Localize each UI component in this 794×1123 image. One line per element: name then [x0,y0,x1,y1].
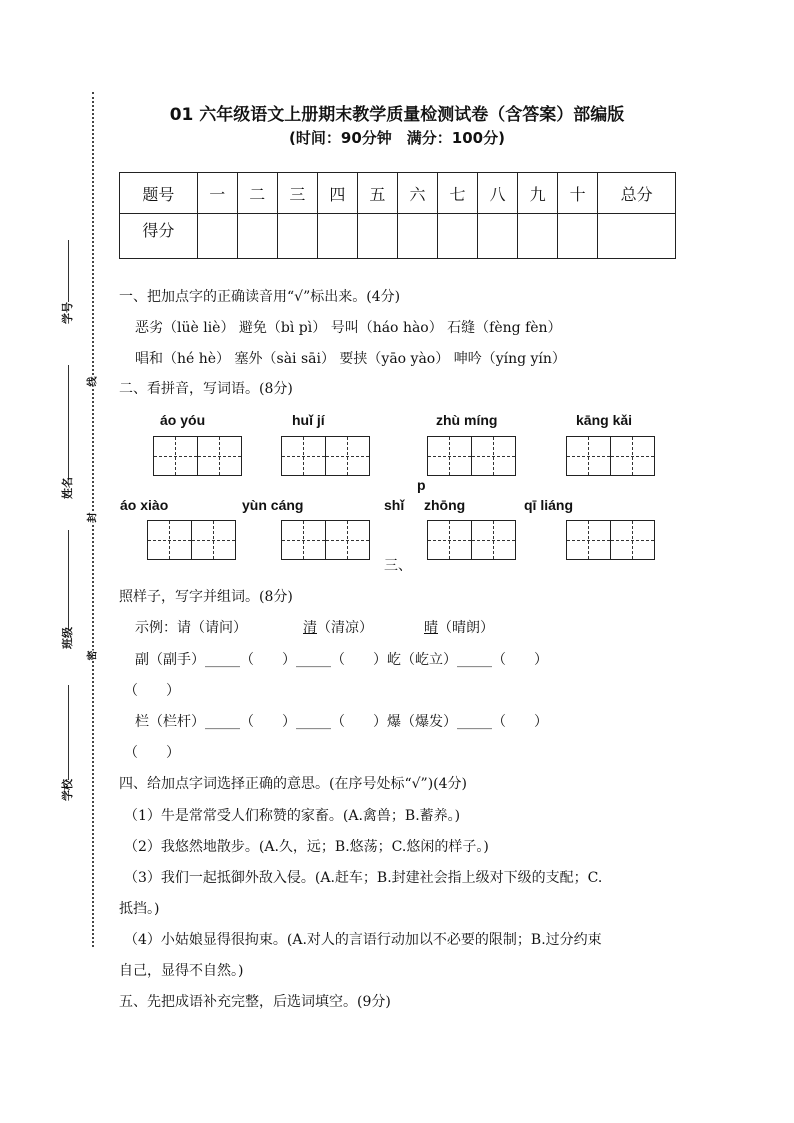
q3-prefix: 三、 [384,558,412,574]
writing-grid[interactable] [153,436,242,476]
score-header-cell: 五 [357,173,397,214]
page-subtitle: (时间：90分钟 满分：100分) [289,129,505,147]
q4-item-3-cont: 抵挡。) [119,901,160,917]
q3-example-2 [303,617,373,637]
score-input-cell[interactable] [317,214,357,259]
writing-grid[interactable] [281,436,370,476]
score-table-score-row [120,214,676,259]
student-id-label: 学号 [61,302,74,324]
score-input-cell[interactable] [438,214,478,259]
q1-line-1: 恶劣（lüè liè） 避免（bì pì） 号叫（háo hào） 石缝（fèng fèn） [135,320,562,336]
score-header-cell: 六 [397,173,437,214]
class-line [68,530,69,630]
q4-item-3: （3）我们一起抵御外敌入侵。(A.赶车；B.封建社会指上级对下级的支配；C. [124,870,603,886]
seal-mark-seal: 封 [84,513,99,523]
writing-grid[interactable] [147,520,236,560]
seal-mark-line: 线 [84,377,99,387]
score-input-cell[interactable] [357,214,397,259]
q3-line-1-cont[interactable]: （ ） [124,683,180,699]
score-header-cell: 一 [197,173,237,214]
example-2-char: 清 [303,620,317,636]
example-3-word: （晴朗） [438,620,494,636]
school-label: 学校 [61,779,74,801]
page-title: 01 六年级语文上册期末教学质量检测试卷（含答案）部编版 [169,105,625,125]
seal-mark-secret: 密 [84,651,99,661]
score-header-cell: 十 [558,173,598,214]
score-input-cell[interactable] [598,214,676,259]
writing-grid[interactable] [427,436,516,476]
writing-grid[interactable] [281,520,370,560]
name-line [68,365,69,480]
score-header-cell: 题号 [120,173,198,214]
q1-heading: 一、把加点字的正确读音用“√”标出来。(4分) [119,289,401,305]
school-line [68,685,69,780]
pinyin-label: zhōng [424,497,466,513]
writing-grid[interactable] [427,520,516,560]
score-input-cell[interactable] [397,214,437,259]
score-input-cell[interactable] [277,214,317,259]
class-label: 班级 [61,627,74,649]
writing-grid[interactable] [566,436,655,476]
q4-item-4: （4）小姑娘显得很拘束。(A.对人的言语行动加以不必要的限制；B.过分约束 [124,932,602,948]
score-header-cell: 九 [518,173,558,214]
q3-example-3 [424,617,494,637]
score-table-header-row [120,173,676,214]
score-input-cell[interactable] [197,214,237,259]
pinyin-label: qī liáng [524,497,573,513]
student-id-line [68,240,69,302]
q5-heading: 五、先把成语补充完整，后选词填空。(9分) [119,994,391,1010]
pinyin-label: áo yóu [160,412,206,428]
pinyin-label: yùn cáng [242,497,304,513]
score-table [119,172,676,259]
score-input-cell[interactable] [558,214,598,259]
q1-line-2: 唱和（hé hè） 塞外（sài sāi） 要挟（yāo yào） 呻吟（yíng yín） [135,351,566,367]
q2-heading: 二、看拼音，写词语。(8分) [119,381,293,397]
pinyin-label: kāng kǎi [576,412,633,428]
q4-item-4-cont: 自己，显得不自然。) [119,963,244,979]
q4-heading: 四、给加点字词选择正确的意思。(在序号处标“√”)(4分) [119,776,467,792]
pinyin-label: zhù míng [436,412,498,428]
score-header-cell: 四 [317,173,357,214]
score-header-cell: 三 [277,173,317,214]
score-header-cell: 七 [438,173,478,214]
writing-grid[interactable] [566,520,655,560]
name-label: 姓名 [61,477,74,499]
q3-line-2[interactable]: 栏（栏杆）_____（ ）_____（ ）爆（爆发）_____（ ） [135,714,548,730]
pinyin-label: áo xiào [120,497,169,513]
q4-item-2: （2）我悠然地散步。(A.久，远；B.悠荡；C.悠闲的样子。) [124,839,489,855]
score-input-cell[interactable] [518,214,558,259]
score-input-cell[interactable] [478,214,518,259]
score-row-label: 得分 [120,214,198,259]
score-input-cell[interactable] [237,214,277,259]
q3-example-1: 示例：请（请问） [135,620,247,636]
q3-line-1[interactable]: 副（副手）_____（ ）_____（ ）屹（屹立）_____（ ） [135,652,548,668]
score-header-cell: 总分 [598,173,676,214]
score-header-cell: 八 [478,173,518,214]
stray-letter: p [417,477,426,493]
score-header-cell: 二 [237,173,277,214]
q4-item-1: （1）牛是常常受人们称赞的家畜。(A.禽兽；B.蓄养。) [124,808,461,824]
q3-heading: 照样子，写字并组词。(8分) [119,589,293,605]
pinyin-label: huǐ jí [292,412,325,428]
q3-line-2-cont[interactable]: （ ） [124,745,180,761]
pinyin-label: shǐ [384,497,405,513]
example-3-char: 晴 [424,620,438,636]
example-2-word: （清凉） [317,620,373,636]
